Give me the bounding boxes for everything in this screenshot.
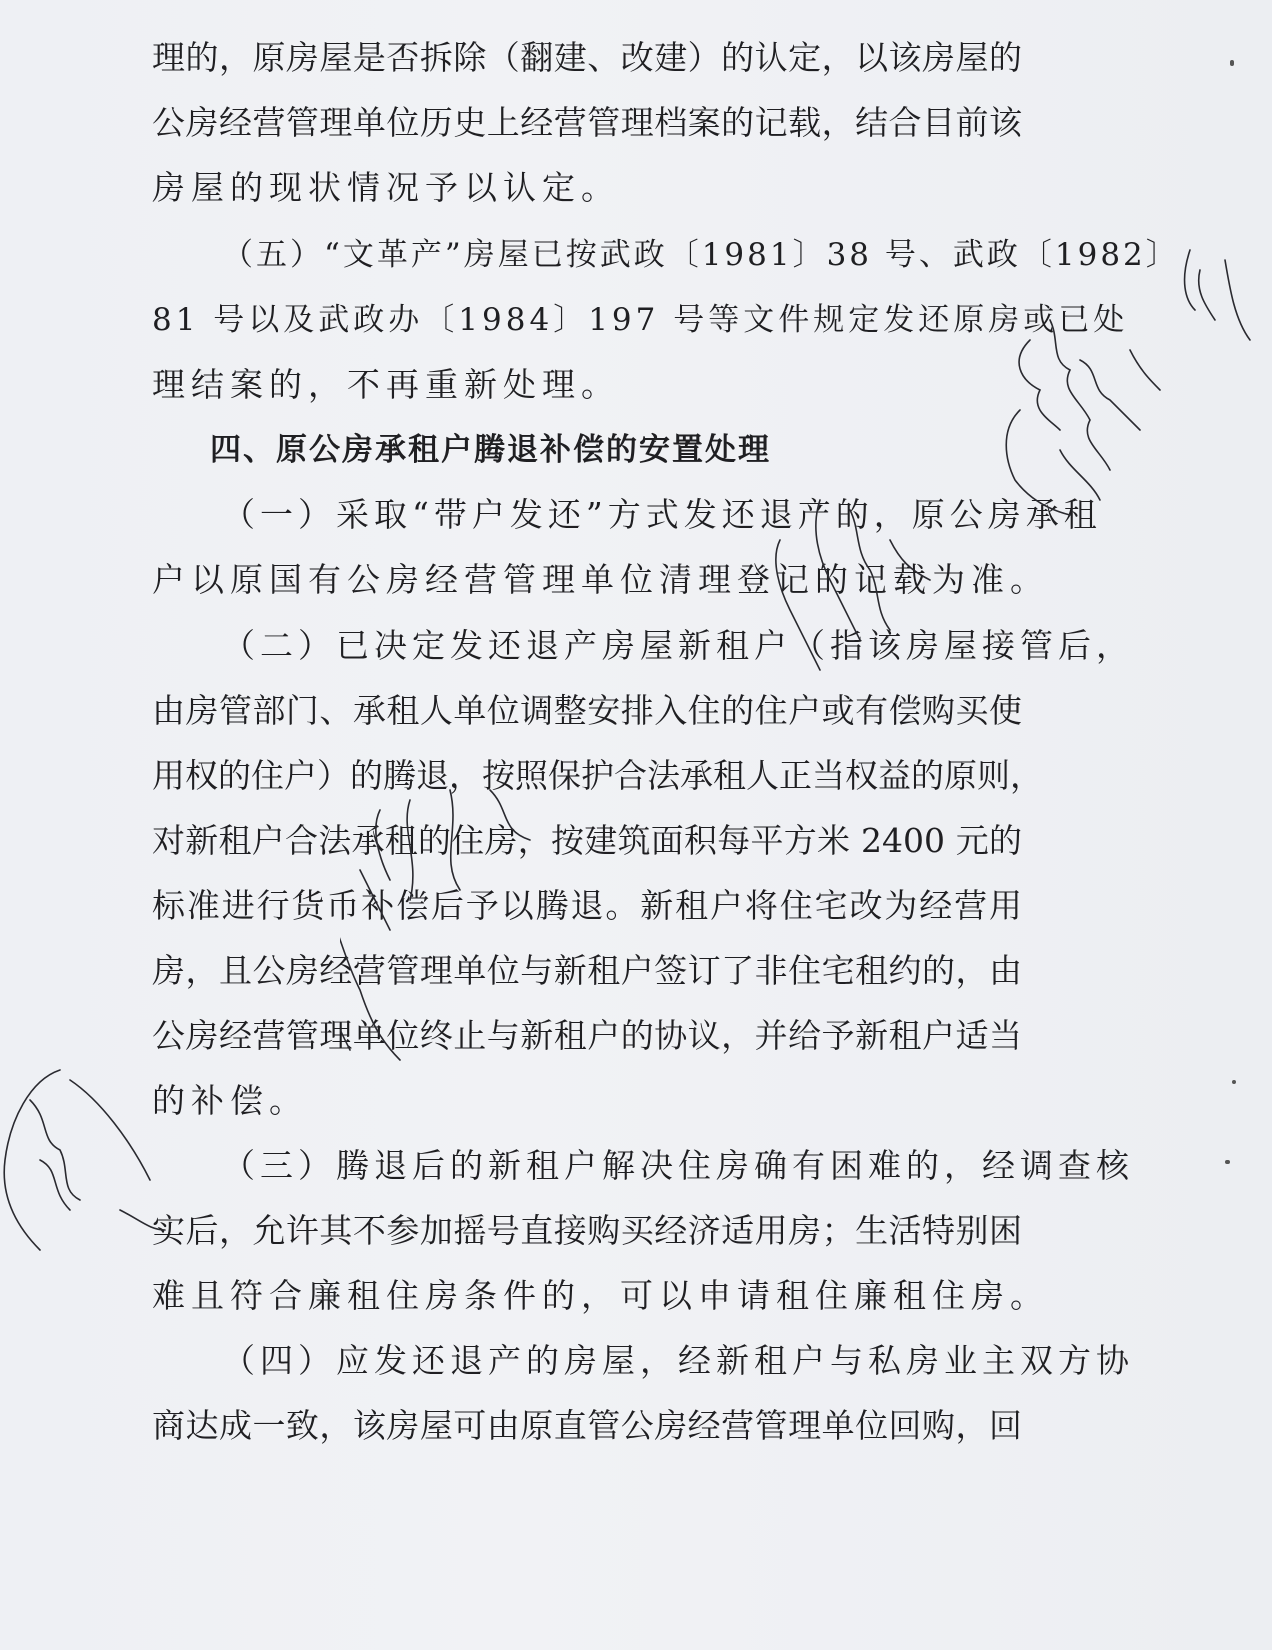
- text-line: （二）已决定发还退产房屋新租户（指该房屋接管后，: [222, 626, 1134, 665]
- text-line: 由房管部门、承租人单位调整安排入住的住户或有偿购买使: [152, 691, 1022, 730]
- text-line: 对新租户合法承租的住房，按建筑面积每平方米 2400 元的: [152, 821, 1022, 860]
- text-line: 81 号以及武政办〔1984〕197 号等文件规定发还原房或已处: [152, 302, 1129, 338]
- scan-speck: [1232, 1080, 1236, 1084]
- text-line: 商达成一致，该房屋可由原直管公房经营管理单位回购，回: [152, 1406, 1022, 1445]
- text-line: 房，且公房经营管理单位与新租户签订了非住宅租约的，由: [152, 951, 1022, 990]
- text-line: 难且符合廉租住房条件的，可以申请租住廉租住房。: [152, 1276, 1049, 1315]
- text-line: （四）应发还退产的房屋，经新租户与私房业主双方协: [222, 1341, 1134, 1380]
- text-line: 实后，允许其不参加摇号直接购买经济适用房；生活特别困: [152, 1211, 1022, 1250]
- text-line: （五）“文革产”房屋已按武政〔1981〕38 号、武政〔1982〕: [222, 237, 1180, 273]
- text-line: 房屋的现状情况予以认定。: [152, 168, 620, 207]
- text-line: 户以原国有公房经营管理单位清理登记的记载为准。: [152, 560, 1049, 599]
- text-line: 公房经营管理单位历史上经营管理档案的记载，结合目前该: [152, 103, 1022, 142]
- section-heading: 四、原公房承租户腾退补偿的安置处理: [210, 432, 771, 468]
- text-line: 公房经营管理单位终止与新租户的协议，并给予新租户适当: [152, 1016, 1022, 1055]
- text-line: 理结案的，不再重新处理。: [152, 365, 620, 404]
- text-line: 用权的住户）的腾退，按照保护合法承租人正当权益的原则，: [152, 756, 1043, 795]
- scan-speck: [1230, 60, 1234, 66]
- scan-speck: [1225, 1160, 1230, 1164]
- text-line: 的补偿。: [152, 1081, 308, 1120]
- handwritten-scribble-left: [0, 1060, 170, 1260]
- text-line: （三）腾退后的新租户解决住房确有困难的，经调查核: [222, 1146, 1134, 1185]
- text-line: （一）采取“带户发还”方式发还退产的，原公房承租: [222, 495, 1102, 534]
- text-line: 理的，原房屋是否拆除（翻建、改建）的认定，以该房屋的: [152, 38, 1022, 77]
- text-line: 标准进行货币补偿后予以腾退。新租户将住宅改为经营用: [152, 886, 1022, 925]
